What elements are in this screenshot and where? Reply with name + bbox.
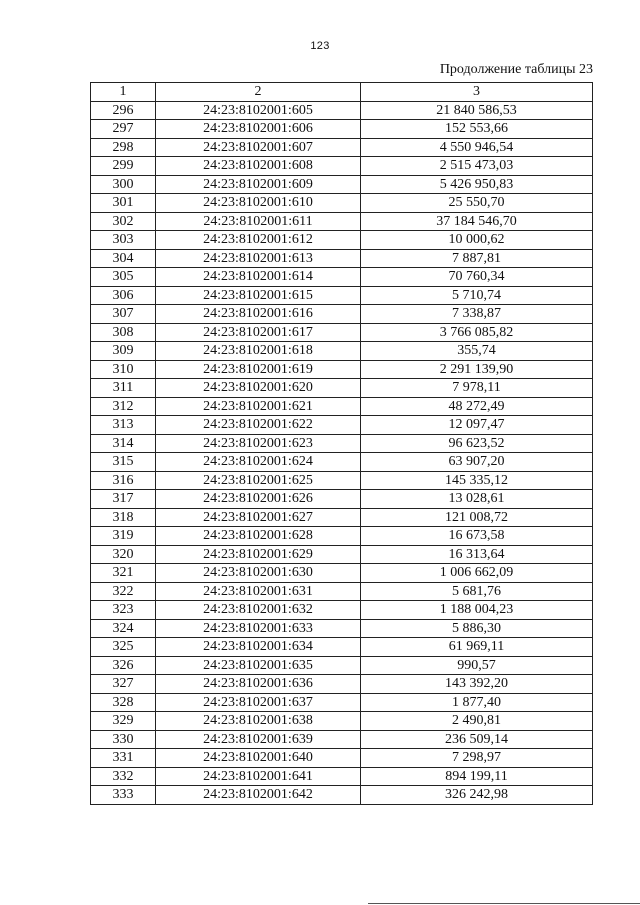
- row-number-cell: 311: [91, 379, 156, 398]
- value-cell: 2 291 139,90: [361, 360, 593, 379]
- cadastral-number-cell: 24:23:8102001:626: [156, 490, 361, 509]
- row-number-cell: 316: [91, 471, 156, 490]
- row-number-cell: 309: [91, 342, 156, 361]
- row-number-cell: 328: [91, 693, 156, 712]
- table-row: [91, 582, 593, 601]
- value-cell: 37 184 546,70: [361, 212, 593, 231]
- table-row: [91, 749, 593, 768]
- row-number-cell: 320: [91, 545, 156, 564]
- value-cell: 96 623,52: [361, 434, 593, 453]
- cadastral-number-cell: 24:23:8102001:630: [156, 564, 361, 583]
- value-cell: 7 338,87: [361, 305, 593, 324]
- row-number-cell: 332: [91, 767, 156, 786]
- row-number-cell: 302: [91, 212, 156, 231]
- header-row: [91, 83, 593, 102]
- row-number-cell: 306: [91, 286, 156, 305]
- table-row: [91, 564, 593, 583]
- row-number-cell: 307: [91, 305, 156, 324]
- cadastral-number-cell: 24:23:8102001:635: [156, 656, 361, 675]
- row-number-cell: 330: [91, 730, 156, 749]
- table-caption: Продолжение таблицы 23: [439, 62, 593, 77]
- value-cell: 1 877,40: [361, 693, 593, 712]
- row-number-cell: 333: [91, 786, 156, 805]
- cadastral-number-cell: 24:23:8102001:614: [156, 268, 361, 287]
- row-number-cell: 297: [91, 120, 156, 139]
- value-cell: 894 199,11: [361, 767, 593, 786]
- table-row: [91, 212, 593, 231]
- row-number-cell: 300: [91, 175, 156, 194]
- cadastral-number-cell: 24:23:8102001:637: [156, 693, 361, 712]
- row-number-cell: 296: [91, 101, 156, 120]
- row-number-cell: 326: [91, 656, 156, 675]
- value-cell: 143 392,20: [361, 675, 593, 694]
- row-number-cell: 323: [91, 601, 156, 620]
- table-row: [91, 490, 593, 509]
- table-header: [91, 83, 593, 102]
- cadastral-number-cell: 24:23:8102001:625: [156, 471, 361, 490]
- cadastral-number-cell: 24:23:8102001:620: [156, 379, 361, 398]
- table-row: [91, 305, 593, 324]
- row-number-cell: 319: [91, 527, 156, 546]
- value-cell: 236 509,14: [361, 730, 593, 749]
- table-row: [91, 619, 593, 638]
- value-cell: 7 298,97: [361, 749, 593, 768]
- table-row: [91, 120, 593, 139]
- table-row: [91, 194, 593, 213]
- table-row: [91, 786, 593, 805]
- row-number-cell: 301: [91, 194, 156, 213]
- table-row: [91, 675, 593, 694]
- cadastral-number-cell: 24:23:8102001:629: [156, 545, 361, 564]
- value-cell: 16 313,64: [361, 545, 593, 564]
- table-row: [91, 249, 593, 268]
- row-number-cell: 303: [91, 231, 156, 250]
- value-cell: 990,57: [361, 656, 593, 675]
- table-row: [91, 416, 593, 435]
- cadastral-number-cell: 24:23:8102001:631: [156, 582, 361, 601]
- cadastral-number-cell: 24:23:8102001:633: [156, 619, 361, 638]
- row-number-cell: 312: [91, 397, 156, 416]
- value-cell: 12 097,47: [361, 416, 593, 435]
- row-number-cell: 318: [91, 508, 156, 527]
- row-number-cell: 325: [91, 638, 156, 657]
- value-cell: 1 006 662,09: [361, 564, 593, 583]
- table-row: [91, 508, 593, 527]
- row-number-cell: 304: [91, 249, 156, 268]
- value-cell: 25 550,70: [361, 194, 593, 213]
- row-number-cell: 327: [91, 675, 156, 694]
- value-cell: 63 907,20: [361, 453, 593, 472]
- value-cell: 61 969,11: [361, 638, 593, 657]
- value-cell: 16 673,58: [361, 527, 593, 546]
- table-row: [91, 601, 593, 620]
- table-row: [91, 767, 593, 786]
- cadastral-number-cell: 24:23:8102001:621: [156, 397, 361, 416]
- cadastral-number-cell: 24:23:8102001:611: [156, 212, 361, 231]
- cadastral-number-cell: 24:23:8102001:641: [156, 767, 361, 786]
- column-header-3: 3: [361, 83, 593, 102]
- cadastral-number-cell: 24:23:8102001:639: [156, 730, 361, 749]
- row-number-cell: 308: [91, 323, 156, 342]
- table-row: [91, 101, 593, 120]
- value-cell: 3 766 085,82: [361, 323, 593, 342]
- cadastral-number-cell: 24:23:8102001:610: [156, 194, 361, 213]
- cadastral-number-cell: 24:23:8102001:613: [156, 249, 361, 268]
- row-number-cell: 324: [91, 619, 156, 638]
- table-row: [91, 175, 593, 194]
- value-cell: 1 188 004,23: [361, 601, 593, 620]
- value-cell: 7 978,11: [361, 379, 593, 398]
- table-row: [91, 231, 593, 250]
- cadastral-number-cell: 24:23:8102001:638: [156, 712, 361, 731]
- table-row: [91, 693, 593, 712]
- table-row: [91, 453, 593, 472]
- table-row: [91, 342, 593, 361]
- cadastral-number-cell: 24:23:8102001:634: [156, 638, 361, 657]
- table-row: [91, 268, 593, 287]
- value-cell: 7 887,81: [361, 249, 593, 268]
- table-row: [91, 397, 593, 416]
- value-cell: 5 886,30: [361, 619, 593, 638]
- cadastral-number-cell: 24:23:8102001:607: [156, 138, 361, 157]
- table-body: [91, 101, 593, 804]
- row-number-cell: 299: [91, 157, 156, 176]
- cadastral-number-cell: 24:23:8102001:622: [156, 416, 361, 435]
- cadastral-number-cell: 24:23:8102001:609: [156, 175, 361, 194]
- row-number-cell: 315: [91, 453, 156, 472]
- table-row: [91, 157, 593, 176]
- row-number-cell: 321: [91, 564, 156, 583]
- value-cell: 4 550 946,54: [361, 138, 593, 157]
- cadastral-number-cell: 24:23:8102001:640: [156, 749, 361, 768]
- value-cell: 121 008,72: [361, 508, 593, 527]
- row-number-cell: 317: [91, 490, 156, 509]
- value-cell: 5 710,74: [361, 286, 593, 305]
- value-cell: 13 028,61: [361, 490, 593, 509]
- cadastral-number-cell: 24:23:8102001:628: [156, 527, 361, 546]
- value-cell: 326 242,98: [361, 786, 593, 805]
- page-number: 123: [310, 40, 330, 52]
- value-cell: 10 000,62: [361, 231, 593, 250]
- row-number-cell: 310: [91, 360, 156, 379]
- table-row: [91, 434, 593, 453]
- cadastral-number-cell: 24:23:8102001:636: [156, 675, 361, 694]
- row-number-cell: 314: [91, 434, 156, 453]
- table-row: [91, 471, 593, 490]
- cadastral-number-cell: 24:23:8102001:627: [156, 508, 361, 527]
- value-cell: 70 760,34: [361, 268, 593, 287]
- table-row: [91, 545, 593, 564]
- bottom-divider: [368, 903, 640, 904]
- table-row: [91, 527, 593, 546]
- table-row: [91, 712, 593, 731]
- cadastral-number-cell: 24:23:8102001:624: [156, 453, 361, 472]
- cadastral-number-cell: 24:23:8102001:642: [156, 786, 361, 805]
- value-cell: 152 553,66: [361, 120, 593, 139]
- cadastral-number-cell: 24:23:8102001:618: [156, 342, 361, 361]
- value-cell: 5 681,76: [361, 582, 593, 601]
- value-cell: 145 335,12: [361, 471, 593, 490]
- table-row: [91, 360, 593, 379]
- row-number-cell: 322: [91, 582, 156, 601]
- cadastral-number-cell: 24:23:8102001:617: [156, 323, 361, 342]
- cadastral-number-cell: 24:23:8102001:619: [156, 360, 361, 379]
- value-cell: 355,74: [361, 342, 593, 361]
- cadastral-number-cell: 24:23:8102001:612: [156, 231, 361, 250]
- cadastral-table: [90, 82, 593, 805]
- column-header-2: 2: [156, 83, 361, 102]
- table-row: [91, 286, 593, 305]
- cadastral-number-cell: 24:23:8102001:605: [156, 101, 361, 120]
- value-cell: 2 515 473,03: [361, 157, 593, 176]
- value-cell: 5 426 950,83: [361, 175, 593, 194]
- table-row: [91, 638, 593, 657]
- row-number-cell: 329: [91, 712, 156, 731]
- table-row: [91, 379, 593, 398]
- table-row: [91, 138, 593, 157]
- table-row: [91, 323, 593, 342]
- cadastral-number-cell: 24:23:8102001:616: [156, 305, 361, 324]
- row-number-cell: 331: [91, 749, 156, 768]
- row-number-cell: 313: [91, 416, 156, 435]
- cadastral-number-cell: 24:23:8102001:623: [156, 434, 361, 453]
- row-number-cell: 305: [91, 268, 156, 287]
- value-cell: 48 272,49: [361, 397, 593, 416]
- value-cell: 2 490,81: [361, 712, 593, 731]
- row-number-cell: 298: [91, 138, 156, 157]
- cadastral-number-cell: 24:23:8102001:632: [156, 601, 361, 620]
- table-row: [91, 730, 593, 749]
- cadastral-number-cell: 24:23:8102001:608: [156, 157, 361, 176]
- table-row: [91, 656, 593, 675]
- cadastral-number-cell: 24:23:8102001:615: [156, 286, 361, 305]
- cadastral-number-cell: 24:23:8102001:606: [156, 120, 361, 139]
- column-header-1: 1: [91, 83, 156, 102]
- value-cell: 21 840 586,53: [361, 101, 593, 120]
